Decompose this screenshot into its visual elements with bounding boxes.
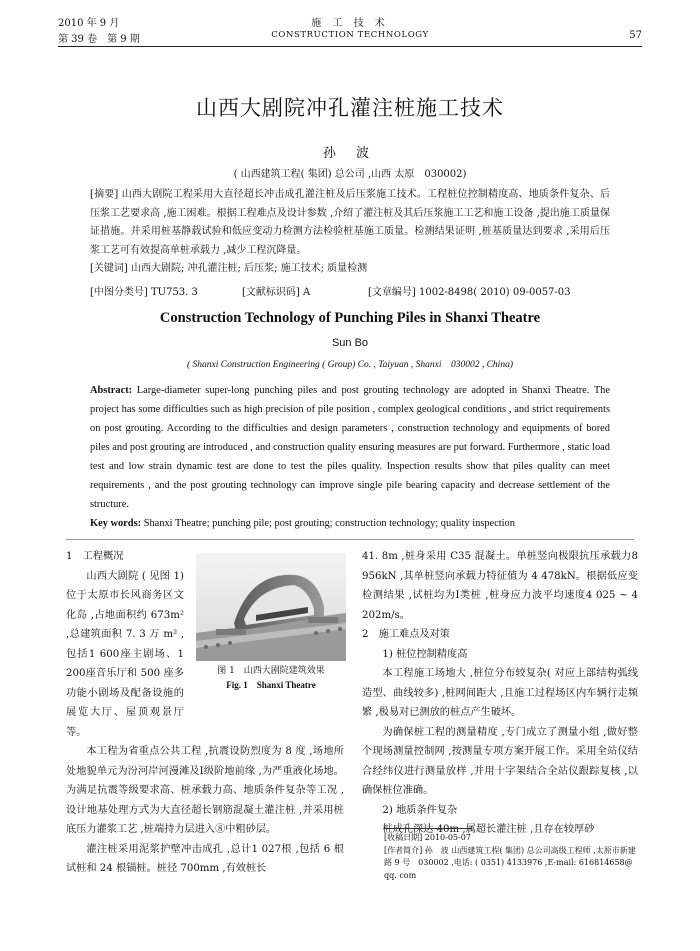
section-1-paragraph-3: 灌注桩采用泥浆护壁冲击成孔 ,总计1 027根 ,包括 6 根试桩和 24 根锚桩。桩径 700mm ,有效桩长 <box>66 843 344 874</box>
document-code: [文献标识码] A <box>242 287 311 298</box>
abstract-label: Abstract: <box>90 385 133 396</box>
theatre-rendering-image <box>196 553 346 661</box>
abstract-en <box>90 381 610 533</box>
abstract-cn <box>90 186 610 279</box>
keywords-label: Key words: <box>90 518 142 529</box>
journal-name-cn: 施 工 技 术 <box>311 18 389 29</box>
section-1-heading: 1 工程概况 <box>66 551 124 562</box>
figure-caption-cn: 图 1 山西大剧院建筑效果 <box>217 666 325 676</box>
classification-line <box>90 283 610 297</box>
section-1-paragraph-2: 本工程为省重点公共工程 ,抗震设防烈度为 8 度 ,场地所处地貌单元为汾河岸河漫滩及Ⅰ级阶地前缘 ,为严重液化场地。为满足抗震等级要求高、桩承载力高、地质条件复杂等工况 ,设计地基处理方式为大直径超长钢筋混凝土灌注桩 ,并采用桩底压力灌浆工艺 ,桩端持力层进入⑧中粗砂层。 <box>66 746 344 835</box>
section-1-intro: 山西大剧院 ( 见图 1) 位于太原市长风商务区文化岛 ,占地面积约 673m² ,总建筑面积 7. 3 万 m² ,包括1 600座主剧场、1 200座音乐厅和 500 座多功能小剧场及配备设施的展览大厅、屋顶观景厅等。 <box>66 570 184 738</box>
author-affiliation: ( 山西建筑工程( 集团) 总公司 ,山西 太原 030002) <box>233 169 467 180</box>
journal-name-en: CONSTRUCTION TECHNOLOGY <box>271 30 429 40</box>
figure-caption <box>196 664 346 692</box>
keywords-en: Shanxi Theatre; punching pile; post grouting; construction technology; quality inspection <box>143 518 515 529</box>
subsection-1-heading: 1) 桩位控制精度高 <box>382 648 468 660</box>
english-title: Construction Technology of Punching Piles in Shanxi Theatre <box>159 310 541 326</box>
header-rule <box>58 46 642 47</box>
figure-caption-en: Fig. 1 Shanxi Theatre <box>226 680 316 690</box>
received-date: [收稿日期] 2010-05-07 <box>384 833 471 842</box>
issue-date: 2010 年 9 月 <box>58 18 120 29</box>
abstract-cn-text: [摘要] 山西大剧院工程采用大直径超长冲击成孔灌注桩及后压浆施工技术。工程桩位控制精度高、地质条件复杂、后压浆工艺要求高 ,施工困难。根据工程难点及设计参数 ,介绍了灌注桩及其后压浆施工工艺和施工设备 ,提出施工质量保证措施。并采用桩基静载试验和低应变动力检测方法检验桩基施工质量。检测结果证明 ,桩基质量达到要求 ,采用后压浆工艺可有效提高单桩承载力 ,减少工程沉降量。 <box>90 189 610 256</box>
theatre-rendering-figure <box>196 553 346 661</box>
footnote <box>384 832 640 882</box>
section-2-heading: 2 施工难点及对策 <box>362 629 450 640</box>
abstract-en-text: Large-diameter super-long punching piles and post grouting technology are adopted in Shanxi Theatre. The project has some difficulties such as high precision of pile position , complex geological conditions , and strict requirements on post grouting. According to the difficulties and design parameters , construction technology and equipments of bored piles and post grouting are introduced , and construction quality ensuring measures are put forward. Furthermore , static load test and low strain dynamic test are done to test the piles quality. Inspection results show that piles quality can meet requirements , and the post grouting technology can improve single pile bearing capacity and decrease settlement of the structure. <box>90 385 610 510</box>
footnote-rule <box>384 828 472 829</box>
subsection-2-heading: 2) 地质条件复杂 <box>382 804 458 816</box>
right-column <box>362 547 638 840</box>
right-paragraph-4: 桩成孔深达 40m ,属超长灌注桩 ,且存在较厚砂 <box>382 824 595 835</box>
running-header <box>58 14 642 56</box>
right-paragraph-2: 本工程施工场地大 ,桩位分布较复杂( 对应上部结构弧线造型、曲线较多) ,桩网间距大 ,且施工过程场区内车辆行走频繁 ,极易对已测放的桩点产生破坏。 <box>362 668 638 718</box>
right-paragraph-1: 41. 8m ,桩身采用 C35 混凝土。单桩竖向极限抗压承载力8 956kN ,其单桩竖向承载力特征值为 4 478kN。根据低应变检测结果 ,试桩均为Ⅰ类桩 ,桩身应力波平均速度4 025 ~ 4 202m/s。 <box>362 551 638 621</box>
english-author: Sun Bo <box>331 337 369 349</box>
clc-code: [中图分类号] TU753. 3 <box>90 287 198 298</box>
author-name: 孙 波 <box>322 146 378 161</box>
author-bio: [作者简介] 孙 波 山西建筑工程( 集团) 总公司高级工程师 ,太原市新建路 9 号 030002 ,电话: ( 0351) 4133976 ,E-mail: 616814658@ qq. com <box>384 845 636 880</box>
article-number: [文章编号] 1002-8498( 2010) 09-0057-03 <box>368 287 571 298</box>
volume-issue: 第 39 卷 第 9 期 <box>58 34 140 45</box>
paper-title: 山西大剧院冲孔灌注桩施工技术 <box>196 96 504 120</box>
page-number: 57 <box>629 30 642 41</box>
keywords-cn: [关键词] 山西大剧院; 冲孔灌注桩; 后压浆; 施工技术; 质量检测 <box>90 263 368 275</box>
section-separator <box>66 539 634 540</box>
right-paragraph-3: 为确保桩工程的测量精度 ,专门成立了测量小组 ,做好整个现场测量控制网 ,按测量专项方案开展工作。采用全站仪结合经纬仪进行测量放样 ,并用十字架结合全站仪跟踪复核 ,以确保桩位准确。 <box>362 726 638 796</box>
english-affiliation: ( Shanxi Construction Engineering ( Group) Co. , Taiyuan , Shanxi 030002 , China) <box>187 360 513 370</box>
